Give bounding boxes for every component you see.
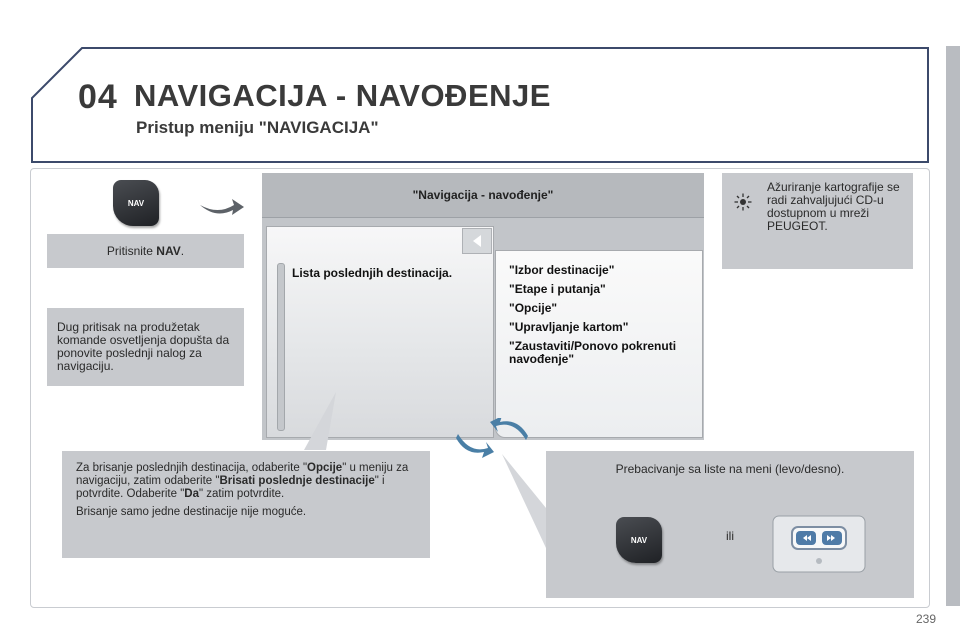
switch-list-box bbox=[546, 451, 914, 598]
nav-button-icon bbox=[113, 180, 159, 226]
info-sun-icon bbox=[734, 193, 752, 211]
menu-item-options: "Opcije" bbox=[509, 301, 558, 315]
edge-tab bbox=[946, 46, 960, 606]
menu-item-destination: "Izbor destinacije" bbox=[509, 263, 615, 277]
nav-menu bbox=[509, 264, 699, 366]
screen-header bbox=[262, 173, 704, 218]
delete-text-3: " i potvrdite. Odaberite " bbox=[76, 475, 385, 500]
steering-controls-icon bbox=[772, 515, 866, 573]
delete-note: Brisanje samo jedne destinacije nije moguće. bbox=[76, 506, 307, 518]
long-press-text: Dug pritisak na produžetak komande osvetljenja dopušta da ponovite poslednji nalog za navigaciju. bbox=[57, 320, 230, 373]
or-label: ili bbox=[726, 529, 734, 543]
page-title: NAVIGACIJA - NAVOĐENJE bbox=[134, 78, 551, 113]
long-press-box bbox=[47, 308, 244, 386]
map-update-box bbox=[722, 173, 913, 269]
nav-button-label: NAV bbox=[127, 198, 145, 208]
delete-text-1: Za brisanje poslednjih destinacija, odaberite " bbox=[76, 462, 308, 474]
chapter-number: 04 bbox=[78, 78, 118, 116]
section-subtitle: Pristup meniju "NAVIGACIJA" bbox=[136, 118, 379, 137]
menu-item-stages: "Etape i putanja" bbox=[509, 282, 606, 296]
menu-item-map: "Upravljanje kartom" bbox=[509, 320, 629, 334]
delete-destinations-box bbox=[62, 451, 430, 558]
press-prefix: Pritisnite bbox=[106, 243, 157, 258]
nav-button-label-2: NAV bbox=[630, 535, 648, 545]
screen-header-label: "Navigacija - navođenje" bbox=[412, 188, 554, 202]
menu-item-guidance: "Zaustaviti/Ponovo pokrenuti navođenje" bbox=[509, 339, 677, 366]
back-button bbox=[462, 228, 492, 254]
delete-text-options: Opcije bbox=[307, 462, 343, 474]
delete-text-2: " u meniju za navigaciju, zatim odaberite " bbox=[76, 462, 409, 487]
map-update-text: Ažuriranje kartografije se radi zahvaljujući CD-u dostupnom u mreži PEUGEOT. bbox=[767, 180, 900, 233]
delete-instructions bbox=[62, 451, 430, 501]
press-nav-box bbox=[47, 234, 244, 268]
switch-text: Prebacivanje sa liste na meni (levo/desno). bbox=[615, 462, 845, 476]
callout-pointer-2 bbox=[500, 452, 548, 552]
press-suffix: . bbox=[180, 243, 185, 258]
delete-text-yes: Da bbox=[184, 488, 199, 500]
arrow-right-icon bbox=[198, 193, 246, 219]
press-key: NAV bbox=[156, 243, 181, 258]
delete-text-clear: Brisati poslednje destinacije bbox=[219, 475, 375, 487]
list-scrollbar bbox=[277, 263, 285, 431]
back-arrow-icon bbox=[471, 234, 483, 248]
nav-button-icon-2 bbox=[616, 517, 662, 563]
page-number: 239 bbox=[915, 612, 936, 626]
delete-text-4: " zatim potvrdite. bbox=[198, 488, 285, 500]
callout-pointer bbox=[300, 390, 340, 452]
recent-destinations-item: Lista poslednjih destinacija. bbox=[292, 266, 453, 280]
